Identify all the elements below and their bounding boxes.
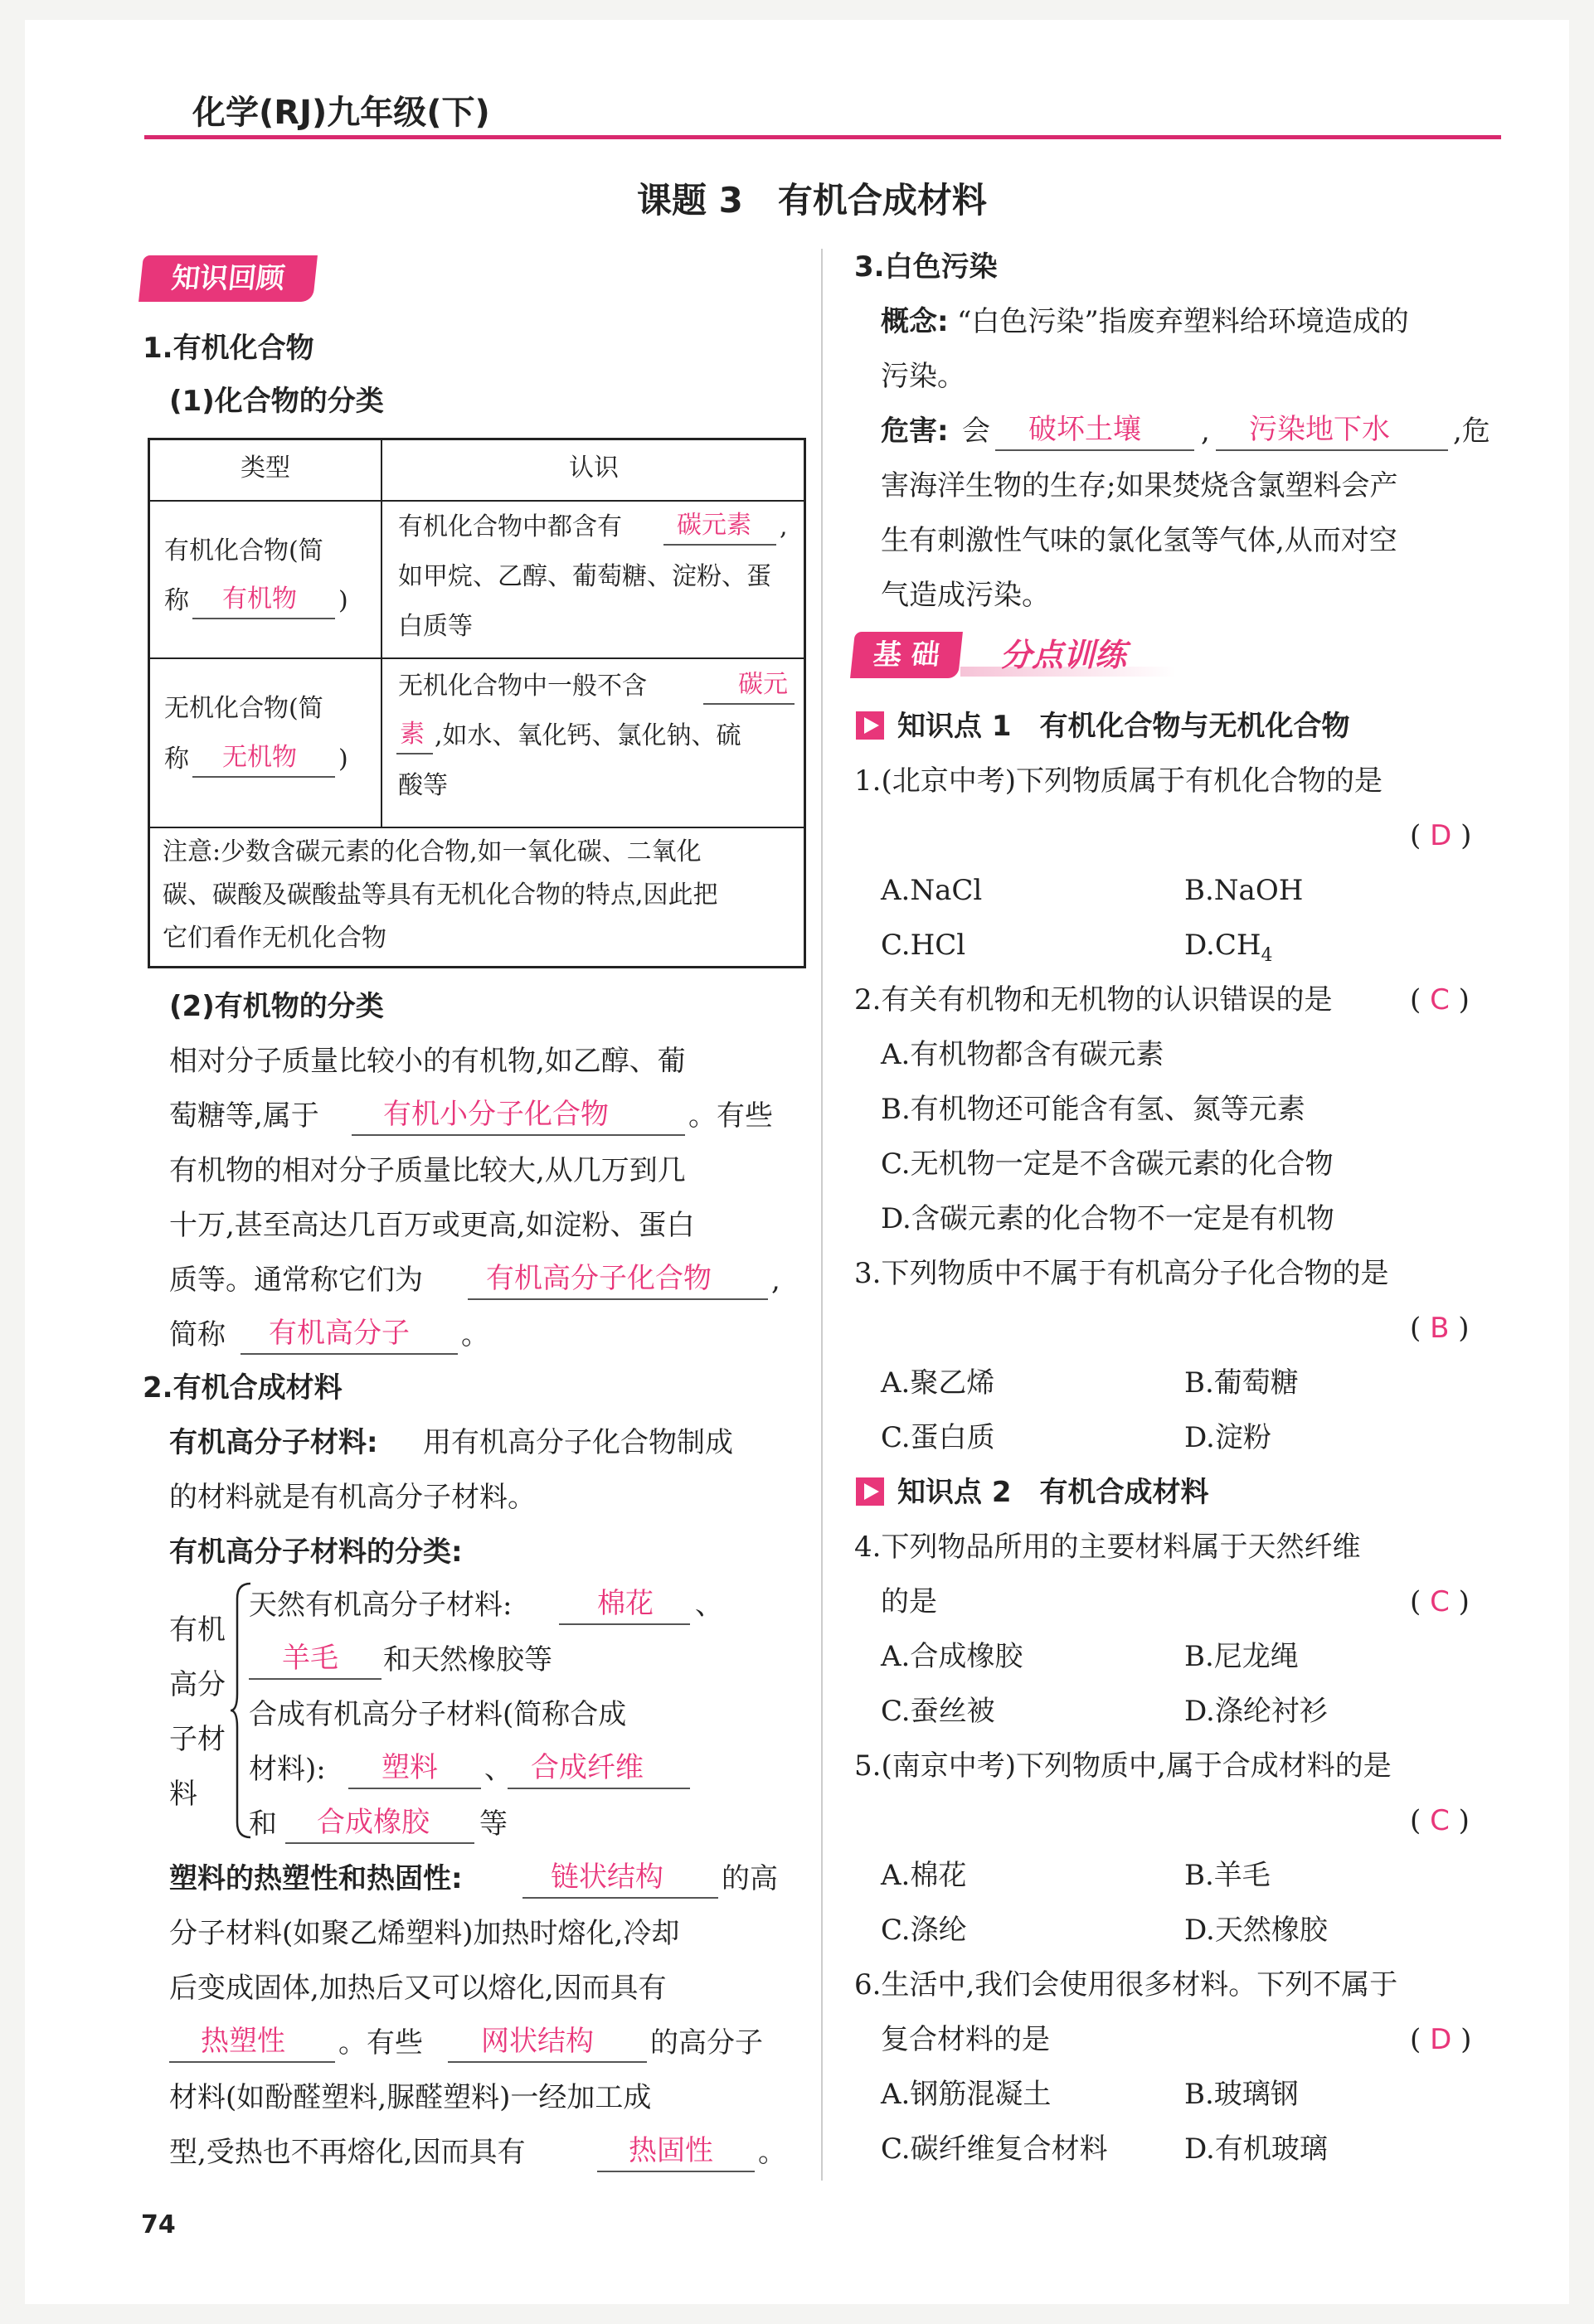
- heat-line-6-pre: 型,受热也不再熔化,因而具有: [169, 2136, 526, 2169]
- paren-close: ): [1458, 1804, 1470, 1837]
- heat-line-4-post: 的高分子: [650, 2026, 763, 2060]
- q4-option-c: C.蚕丝被: [881, 1695, 995, 1728]
- blank-line: [995, 449, 1194, 451]
- table-row-line: [148, 657, 806, 659]
- paren-open: (: [1410, 2023, 1421, 2056]
- brace-label-4: 料: [169, 1778, 197, 1811]
- r1-know-c: 白质等: [398, 612, 473, 641]
- blank-line: [192, 618, 335, 619]
- blank-line: [522, 1897, 718, 1899]
- p2-line-6-post: 。: [461, 1318, 489, 1351]
- s2-class-label: 有机高分子材料的分类:: [169, 1536, 463, 1569]
- harm-c: 生有刺激性气味的氯化氢等气体,从而对空: [881, 524, 1397, 557]
- r2-know-fill-b: 素: [400, 720, 425, 749]
- table-note-c: 它们看作无机化合物: [163, 924, 386, 953]
- blank-line: [241, 1353, 458, 1355]
- q4-answer: [1410, 1584, 1470, 1620]
- nat-sep: 、: [695, 1589, 723, 1622]
- paren-open: (: [1410, 983, 1421, 1016]
- r2-type-b-pre: 称: [164, 745, 189, 774]
- heat-fill-4: 热固性: [629, 2134, 713, 2167]
- q5-option-b: B.羊毛: [1184, 1859, 1271, 1892]
- concept-label: 概念:: [881, 305, 949, 338]
- blank-line: [508, 1788, 690, 1789]
- kp2-arrow-icon: [863, 1482, 881, 1501]
- blank-line: [169, 2061, 335, 2063]
- r1-know-a-post: ,: [780, 512, 788, 541]
- concept-a: “白色污染”指废弃塑料给环境造成的: [957, 305, 1409, 338]
- harm-b: 害海洋生物的生存;如果焚烧含氯塑料会产: [881, 469, 1398, 502]
- heat-line-3: 后变成固体,加热后又可以熔化,因而具有: [169, 1972, 667, 2005]
- q5-option-a: A.棉花: [881, 1859, 967, 1892]
- paren-close: ): [1458, 983, 1470, 1016]
- q4-option-b: B.尼龙绳: [1184, 1640, 1299, 1673]
- table-note-a: 注意:少数含碳元素的化合物,如一氧化碳、二氧化: [163, 837, 702, 866]
- p2-line-6-pre: 简称: [169, 1318, 226, 1351]
- s2-def-label: 有机高分子材料:: [169, 1426, 378, 1459]
- q4-option-a: A.合成橡胶: [881, 1640, 1023, 1673]
- heat-line-5: 材料(如酚醛塑料,脲醛塑料)一经加工成: [169, 2081, 652, 2114]
- kp1-arrow-icon: [863, 716, 881, 735]
- q6-answer: [1410, 2021, 1471, 2058]
- r1-know-a-pre: 有机化合物中都含有: [398, 512, 622, 541]
- q1-option-d: [1184, 927, 1273, 974]
- q4-stem-a: 4.下列物品所用的主要材料属于天然纤维: [854, 1531, 1361, 1564]
- harm-pre: 会: [962, 415, 990, 448]
- r1-type-fill: 有机物: [222, 585, 297, 614]
- q3-option-a: A.聚乙烯: [881, 1366, 995, 1400]
- kp2-heading: 知识点 2 有机合成材料: [897, 1476, 1209, 1509]
- blank-line: [348, 1788, 481, 1789]
- heat-line-2: 分子材料(如聚乙烯塑料)加热时熔化,冷却: [169, 1917, 680, 1950]
- nat-fill-2: 羊毛: [282, 1642, 338, 1675]
- paren-close: ): [1458, 1585, 1470, 1618]
- review-banner: 知识回顾: [139, 255, 318, 302]
- s2-def-b: 的材料就是有机高分子材料。: [169, 1481, 536, 1514]
- blank-line: [396, 753, 433, 754]
- concept-b: 污染。: [881, 360, 965, 393]
- heat-fill-2: 热塑性: [201, 2025, 285, 2058]
- syn-fill-3: 合成橡胶: [317, 1806, 430, 1839]
- q6-option-a: A.钢筋混凝土: [881, 2078, 1052, 2111]
- p2-line-1: 相对分子质量比较小的有机物,如乙醇、葡: [169, 1045, 686, 1078]
- blank-line: [192, 776, 335, 778]
- r1-know-fill: 碳元素: [677, 511, 751, 540]
- s1-sub2: (2)有机物的分类: [169, 990, 384, 1023]
- q1-option-d-text: D.CH: [1184, 929, 1261, 962]
- q6-option-d: D.有机玻璃: [1184, 2132, 1328, 2166]
- q6-stem-b: 复合材料的是: [881, 2023, 1050, 2056]
- paren-open: (: [1410, 1585, 1421, 1618]
- p2-line-5-post: ,: [771, 1264, 780, 1297]
- book-title: 化学(RJ)九年级(下): [192, 94, 490, 132]
- table-head-know: 认识: [569, 454, 619, 483]
- r1-know-b: 如甲烷、乙醇、葡萄糖、淀粉、蛋: [398, 562, 771, 591]
- q1-option-d-sub: 4: [1261, 944, 1273, 966]
- practice-banner-tag: 基 础: [850, 632, 963, 678]
- r2-know-b-post: ,如水、氧化钙、氯化钠、硫: [435, 721, 741, 750]
- practice-banner-title: 分点训练: [1000, 637, 1127, 673]
- q3-answer-value: B: [1430, 1312, 1450, 1345]
- q2-option-b: B.有机物还可能含有氢、氮等元素: [881, 1093, 1305, 1126]
- q2-answer: [1410, 982, 1470, 1018]
- q6-stem-a: 6.生活中,我们会使用很多材料。下列不属于: [854, 1968, 1398, 2001]
- p2-line-2-post: 。有些: [688, 1099, 773, 1133]
- syn-c-pre: 和: [249, 1807, 277, 1841]
- syn-fill-2: 合成纤维: [531, 1751, 644, 1784]
- q2-option-a: A.有机物都含有碳元素: [881, 1038, 1164, 1071]
- q5-option-d: D.天然橡胶: [1184, 1914, 1328, 1947]
- q3-option-c: C.蛋白质: [881, 1421, 995, 1454]
- syn-sep: 、: [484, 1753, 513, 1786]
- q1-option-b: B.NaOH: [1184, 874, 1304, 907]
- q6-answer-value: D: [1430, 2023, 1452, 2056]
- blank-line: [703, 703, 795, 705]
- blank-line: [663, 544, 776, 546]
- kp1-heading: 知识点 1 有机化合物与无机化合物: [897, 710, 1350, 743]
- heat-label: 塑料的热塑性和热固性:: [169, 1862, 463, 1895]
- heat-fill-3: 网状结构: [481, 2025, 594, 2058]
- harm-sep: ,: [1201, 415, 1210, 448]
- paren-open: (: [1410, 1804, 1421, 1837]
- s1-sub1: (1)化合物的分类: [169, 385, 384, 418]
- r1-type-b-post: ): [338, 586, 348, 615]
- column-divider: [821, 249, 823, 2181]
- pollution-heading: 3.白色污染: [854, 250, 998, 284]
- heat-line-6-post: 。: [758, 2136, 786, 2169]
- p2-line-3: 有机物的相对分子质量比较大,从几万到几: [169, 1154, 686, 1187]
- q1-answer-value: D: [1430, 819, 1452, 852]
- p2-line-5-pre: 质等。通常称它们为: [169, 1264, 423, 1297]
- r2-know-fill-a: 碳元: [738, 670, 788, 699]
- r1-type-a: 有机化合物(简: [164, 536, 323, 565]
- table-head-type: 类型: [241, 454, 290, 483]
- q4-stem-b: 的是: [881, 1585, 937, 1618]
- s1-heading: 1.有机化合物: [143, 332, 314, 365]
- heat-line-4-mid: 。有些: [338, 2026, 423, 2060]
- q3-option-d: D.淀粉: [1184, 1421, 1271, 1454]
- paren-close: ): [1458, 1312, 1470, 1345]
- q6-option-c: C.碳纤维复合材料: [881, 2132, 1108, 2166]
- paren-open: (: [1410, 819, 1421, 852]
- p2-line-2-pre: 萄糖等,属于: [169, 1099, 319, 1133]
- blank-line: [559, 1623, 690, 1625]
- blank-line: [285, 1842, 474, 1844]
- lesson-title: 课题 3 有机合成材料: [637, 180, 987, 221]
- brace-label-3: 子材: [169, 1723, 226, 1756]
- heat-line-1-post: 的高: [722, 1862, 778, 1895]
- table-row-line: [148, 500, 806, 502]
- q2-answer-value: C: [1430, 983, 1450, 1016]
- harm-fill-2: 污染地下水: [1249, 413, 1390, 446]
- q4-answer-value: C: [1430, 1585, 1450, 1618]
- q5-option-c: C.涤纶: [881, 1914, 967, 1947]
- p2-fill-small: 有机小分子化合物: [383, 1098, 609, 1131]
- q2-option-d: D.含碳元素的化合物不一定是有机物: [881, 1202, 1334, 1235]
- blank-line: [1216, 449, 1448, 451]
- q1-stem: 1.(北京中考)下列物质属于有机化合物的是: [854, 764, 1383, 798]
- harm-post: ,危: [1453, 415, 1490, 448]
- harm-label: 危害:: [881, 415, 949, 448]
- r2-type-b-post: ): [338, 745, 348, 774]
- r2-know-a-pre: 无机化合物中一般不含: [398, 672, 647, 701]
- r1-type-b-pre: 称: [164, 586, 189, 615]
- harm-d: 气造成污染。: [881, 579, 1050, 612]
- table-row-line: [148, 827, 806, 828]
- r2-know-c: 酸等: [398, 771, 448, 800]
- p2-line-4: 十万,甚至高达几百万或更高,如淀粉、蛋白: [169, 1209, 695, 1242]
- syn-a: 合成有机高分子材料(简称合成: [249, 1698, 627, 1731]
- nat-post: 和天然橡胶等: [383, 1643, 552, 1676]
- brace-label-2: 高分: [169, 1668, 226, 1701]
- p2-fill-big: 有机高分子化合物: [486, 1262, 712, 1295]
- q3-stem: 3.下列物质中不属于有机高分子化合物的是: [854, 1257, 1389, 1290]
- syn-fill-1: 塑料: [381, 1751, 438, 1784]
- q5-answer-value: C: [1430, 1804, 1450, 1837]
- r2-type-fill: 无机物: [222, 743, 297, 772]
- brace-label-1: 有机: [169, 1613, 226, 1647]
- nat-pre: 天然有机高分子材料:: [249, 1589, 513, 1622]
- q1-option-c: C.HCl: [881, 929, 966, 962]
- paren-close: ): [1460, 2023, 1472, 2056]
- q2-option-c: C.无机物一定是不含碳元素的化合物: [881, 1147, 1334, 1181]
- blank-line: [352, 1134, 685, 1136]
- blank-line: [448, 2061, 647, 2063]
- r2-type-a: 无机化合物(简: [164, 694, 323, 723]
- page-number: 74: [141, 2210, 176, 2239]
- q1-option-a: A.NaCl: [881, 874, 983, 907]
- p2-fill-short: 有机高分子: [269, 1317, 410, 1350]
- paren-open: (: [1410, 1312, 1421, 1345]
- paren-close: ): [1460, 819, 1472, 852]
- q4-option-d: D.涤纶衬衫: [1184, 1695, 1328, 1728]
- blank-line: [597, 2171, 755, 2172]
- q5-answer: [1410, 1802, 1470, 1839]
- q5-stem: 5.(南京中考)下列物质中,属于合成材料的是: [854, 1749, 1392, 1783]
- q3-option-b: B.葡萄糖: [1184, 1366, 1299, 1400]
- q3-answer: [1410, 1310, 1469, 1346]
- s2-def-a: 用有机高分子化合物制成: [423, 1426, 733, 1459]
- blank-line: [468, 1298, 768, 1300]
- syn-c-post: 等: [479, 1807, 508, 1841]
- table-col-line: [381, 438, 382, 827]
- table-note-b: 碳、碳酸及碳酸盐等具有无机化合物的特点,因此把: [163, 881, 718, 910]
- syn-b-pre: 材料):: [249, 1753, 326, 1786]
- q6-option-b: B.玻璃钢: [1184, 2078, 1299, 2111]
- heat-fill-1: 链状结构: [551, 1861, 663, 1894]
- nat-fill-1: 棉花: [597, 1587, 654, 1620]
- q1-answer: [1410, 818, 1471, 854]
- header-rule: [144, 135, 1501, 139]
- s2-heading: 2.有机合成材料: [143, 1371, 343, 1405]
- harm-fill-1: 破坏土壤: [1028, 413, 1141, 446]
- blank-line: [249, 1678, 381, 1680]
- q2-stem: 2.有关有机物和无机物的认识错误的是: [854, 983, 1333, 1016]
